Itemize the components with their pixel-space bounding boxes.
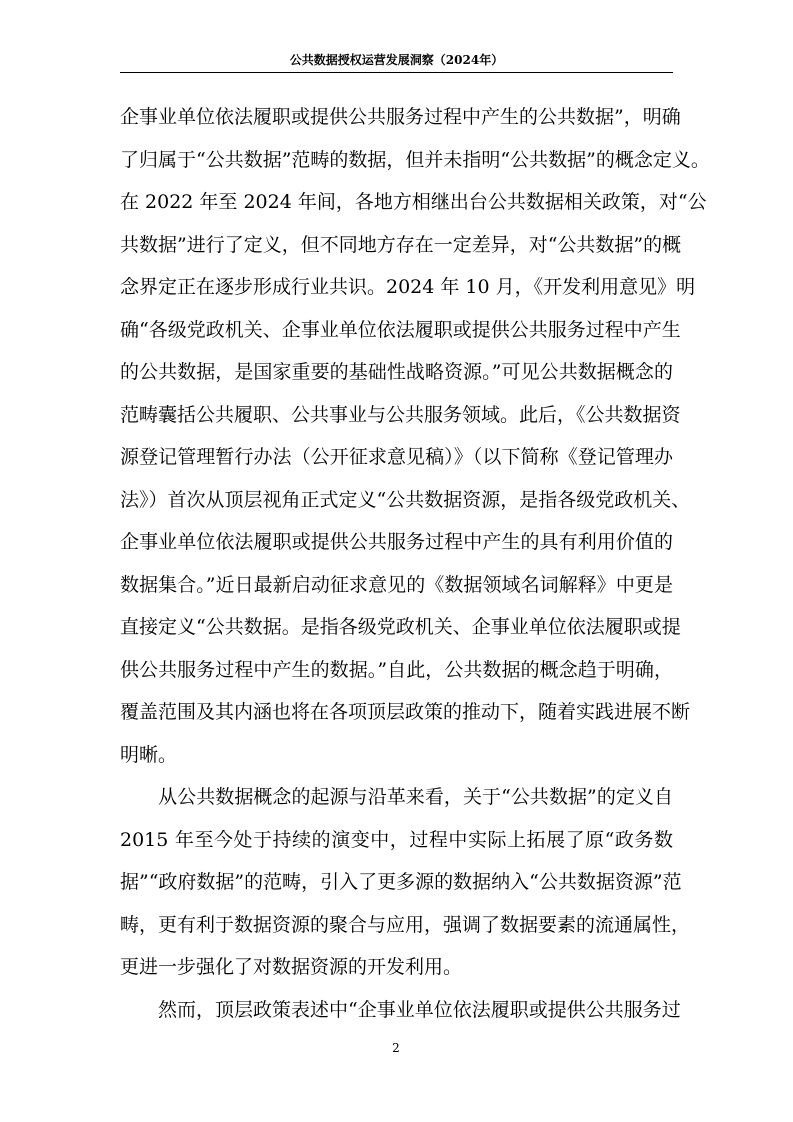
text-line: 的公共数据，是国家重要的基础性战略资源。”可见公共数据概念的 [120, 361, 673, 383]
text-line: 了归属于“公共数据”范畴的数据，但并未指明“公共数据”的概念定义。 [120, 149, 710, 171]
text-line: 共数据”进行了定义，但不同地方存在一定差异，对“公共数据”的概 [120, 234, 682, 256]
text-line: 从公共数据概念的起源与沿革来看，关于“公共数据”的定义自 [120, 786, 673, 808]
text-line: 供公共服务过程中产生的数据。”自此，公共数据的概念趋于明确， [120, 659, 673, 681]
text-line: 更进一步强化了对数据资源的开发利用。 [120, 956, 463, 978]
text-line: 范畴囊括公共履职、公共事业与公共服务领域。此后，《公共数据资 [120, 404, 681, 426]
text-line: 企事业单位依法履职或提供公共服务过程中产生的具有利用价值的 [120, 531, 673, 553]
text-line: 覆盖范围及其内涵也将在各项顶层政策的推动下，随着实践进展不断 [120, 701, 691, 723]
running-header: 公共数据授权运营发展洞察（2024年） [289, 53, 504, 67]
text-line: 然而，顶层政策表述中“企事业单位依法履职或提供公共服务过 [120, 999, 681, 1021]
text-line: 在 2022 年至 2024 年间，各地方相继出台公共数据相关政策，对“公 [120, 191, 707, 213]
text-line: 企事业单位依法履职或提供公共服务过程中产生的公共数据”，明确 [120, 106, 681, 128]
text-line: 念界定正在逐步形成行业共识。2024 年 10 月，《开发利用意见》明 [120, 276, 696, 298]
text-line: 据”“政府数据”的范畴，引入了更多源的数据纳入“公共数据资源”范 [120, 871, 682, 893]
page-number: 2 [392, 1041, 400, 1055]
text-line: 数据集合。”近日最新启动征求意见的《数据领域名词解释》中更是 [120, 574, 673, 596]
text-line: 直接定义“公共数据。是指各级党政机关、企事业单位依法履职或提 [120, 616, 681, 638]
text-line: 源登记管理暂行办法（公开征求意见稿）》（以下简称《登记管理办 [120, 446, 673, 468]
text-line: 畴，更有利于数据资源的聚合与应用，强调了数据要素的流通属性， [120, 914, 691, 936]
text-line: 法》）首次从顶层视角正式定义“公共数据资源，是指各级党政机关、 [120, 489, 691, 511]
text-line: 确“各级党政机关、企事业单位依法履职或提供公共服务过程中产生 [120, 319, 681, 341]
text-line: 2015 年至今处于持续的演变中，过程中实际上拓展了原“政务数 [120, 829, 673, 851]
text-line: 明晰。 [120, 744, 178, 766]
